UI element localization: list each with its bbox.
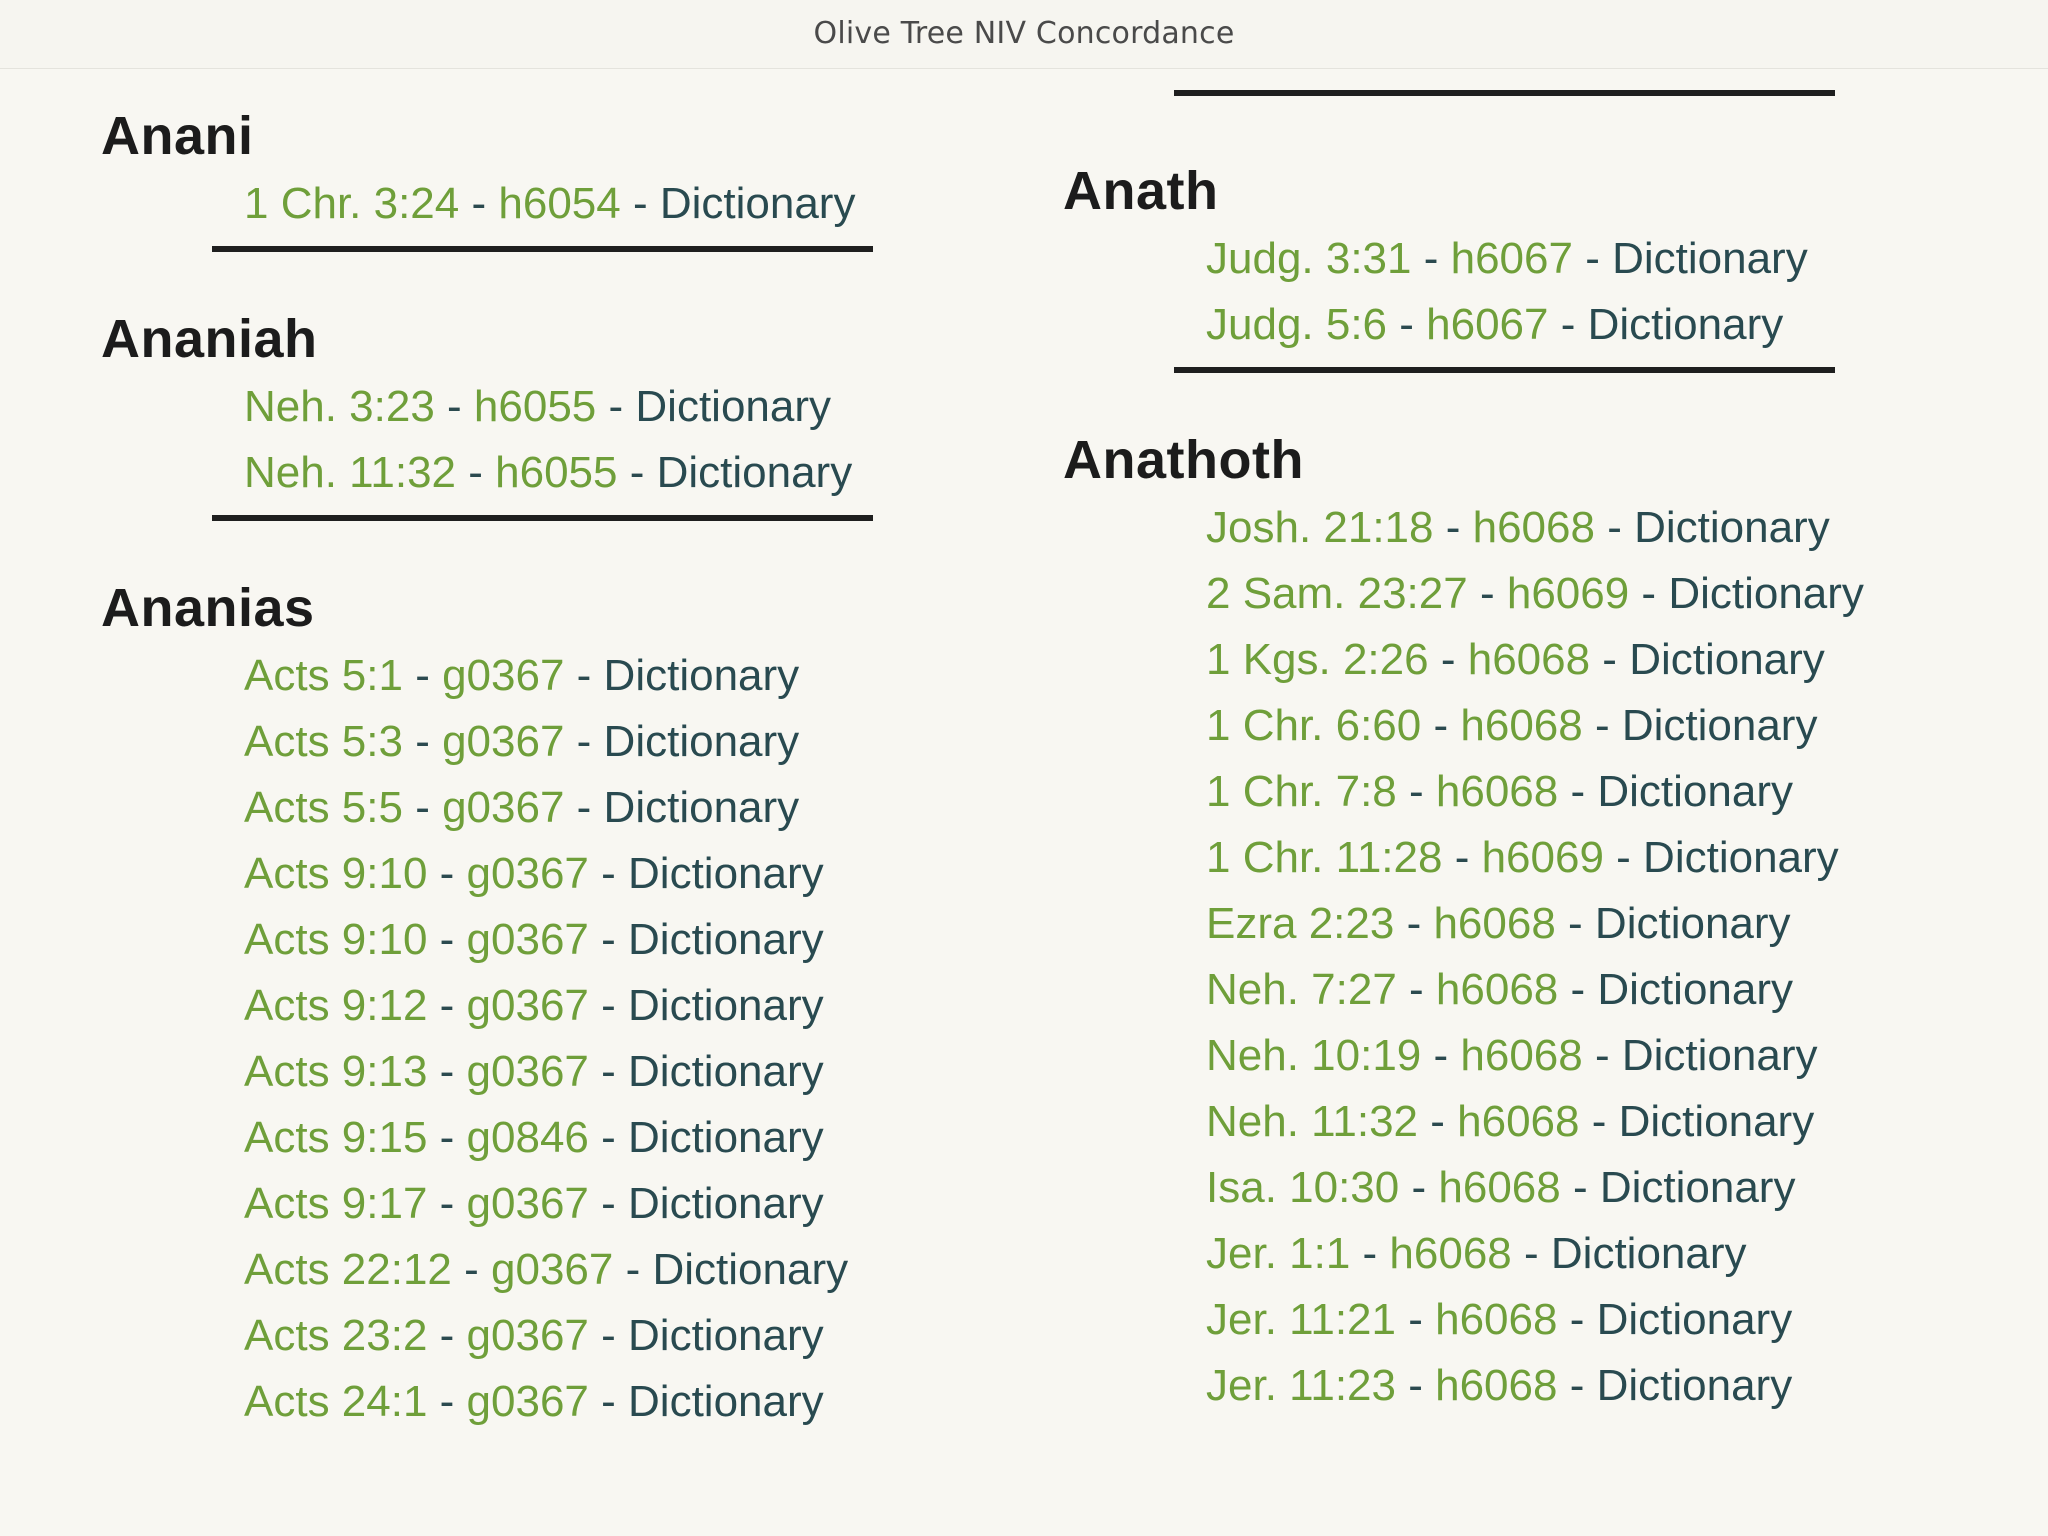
dictionary-link[interactable]: Dictionary: [1587, 300, 1784, 349]
top-bar: [0, 0, 2048, 69]
separator: -: [596, 382, 636, 431]
reference-row: [244, 981, 824, 1030]
strongs-number-link[interactable]: h6054: [498, 179, 621, 228]
separator: -: [1557, 1295, 1597, 1344]
verse-link[interactable]: Judg. 3:31: [1206, 234, 1412, 283]
separator: -: [588, 1179, 629, 1228]
verse-link[interactable]: Isa. 10:30: [1206, 1163, 1400, 1212]
app-title: Olive Tree NIV Concordance: [813, 16, 1235, 51]
entry-heading: Anath: [1063, 161, 1219, 221]
entry-heading: Ananias: [101, 578, 315, 638]
separator: -: [588, 1311, 629, 1360]
dictionary-link[interactable]: Dictionary: [1629, 635, 1825, 684]
strongs-number-link[interactable]: g0367: [442, 651, 565, 700]
separator: -: [588, 915, 629, 964]
reference-row: [1206, 635, 1825, 684]
separator: -: [620, 179, 660, 228]
separator: -: [1411, 234, 1451, 283]
dictionary-link[interactable]: Dictionary: [1599, 1163, 1796, 1212]
reference-row: [244, 1047, 824, 1096]
strongs-number-link[interactable]: h6067: [1450, 234, 1573, 283]
entry-heading: Anani: [101, 106, 254, 166]
separator: -: [451, 1245, 492, 1294]
separator: -: [427, 1311, 467, 1360]
separator: -: [1467, 569, 1507, 618]
section-divider: [212, 515, 873, 521]
strongs-number-link[interactable]: h6067: [1426, 300, 1549, 349]
strongs-number-link[interactable]: h6068: [1438, 1163, 1561, 1212]
separator: -: [1590, 635, 1630, 684]
strongs-number-link[interactable]: h6068: [1467, 635, 1591, 684]
verse-link[interactable]: Ezra 2:23: [1206, 899, 1395, 948]
reference-row: [244, 1245, 849, 1294]
separator: -: [427, 915, 467, 964]
dictionary-link[interactable]: Dictionary: [656, 448, 853, 497]
dictionary-link[interactable]: Dictionary: [1596, 1361, 1793, 1410]
dictionary-link[interactable]: Dictionary: [1597, 965, 1794, 1014]
separator: -: [1387, 300, 1427, 349]
separator: -: [456, 448, 496, 497]
strongs-number-link[interactable]: h6068: [1389, 1229, 1512, 1278]
separator: -: [1629, 569, 1669, 618]
reference-row: [244, 179, 856, 228]
strongs-number-link[interactable]: h6069: [1481, 833, 1604, 882]
dictionary-link[interactable]: Dictionary: [628, 1179, 824, 1228]
reference-row: [244, 1113, 824, 1162]
separator: -: [1558, 767, 1598, 816]
separator: -: [434, 382, 474, 431]
separator: -: [588, 1113, 629, 1162]
verse-link[interactable]: Jer. 11:23: [1206, 1361, 1396, 1410]
verse-link[interactable]: Acts 9:15: [244, 1113, 428, 1162]
separator: -: [427, 1179, 467, 1228]
dictionary-link[interactable]: Dictionary: [1596, 1295, 1793, 1344]
verse-link[interactable]: Neh. 7:27: [1206, 965, 1397, 1014]
verse-link[interactable]: Neh. 3:23: [244, 382, 435, 431]
reference-row: [244, 1377, 824, 1426]
separator: -: [1548, 300, 1588, 349]
separator: -: [1572, 234, 1613, 283]
separator: -: [564, 717, 604, 766]
verse-link[interactable]: Acts 9:10: [244, 849, 428, 898]
dictionary-link[interactable]: Dictionary: [628, 849, 824, 898]
entry-heading: Ananiah: [101, 309, 318, 369]
dictionary-link[interactable]: Dictionary: [628, 981, 824, 1030]
reference-row: [1206, 1361, 1793, 1410]
verse-link[interactable]: Acts 22:12: [244, 1245, 452, 1294]
strongs-number-link[interactable]: g0846: [466, 1113, 589, 1162]
separator: -: [1558, 965, 1598, 1014]
section-divider: [1174, 367, 1835, 373]
verse-link[interactable]: Acts 5:3: [244, 717, 403, 766]
separator: -: [1582, 1031, 1622, 1080]
verse-link[interactable]: Acts 23:2: [244, 1311, 428, 1360]
dictionary-link[interactable]: Dictionary: [1643, 833, 1839, 882]
dictionary-link[interactable]: Dictionary: [1621, 701, 1818, 750]
reference-row: [244, 717, 800, 766]
verse-link[interactable]: 1 Chr. 7:8: [1206, 767, 1397, 816]
reference-row: [1206, 833, 1839, 882]
strongs-number-link[interactable]: h6068: [1460, 701, 1583, 750]
separator: -: [1350, 1229, 1390, 1278]
separator: -: [1394, 899, 1434, 948]
dictionary-link[interactable]: Dictionary: [652, 1245, 849, 1294]
verse-link[interactable]: 2 Sam. 23:27: [1206, 569, 1468, 618]
dictionary-link[interactable]: Dictionary: [1618, 1097, 1815, 1146]
reference-row: [1206, 1229, 1747, 1278]
separator: -: [564, 783, 604, 832]
strongs-number-link[interactable]: h6068: [1435, 965, 1559, 1014]
strongs-number-link[interactable]: g0367: [466, 849, 589, 898]
separator: -: [1396, 965, 1436, 1014]
strongs-number-link[interactable]: g0367: [466, 1047, 589, 1096]
dictionary-link[interactable]: Dictionary: [1594, 899, 1791, 948]
separator: -: [1560, 1163, 1600, 1212]
strongs-number-link[interactable]: g0367: [466, 1311, 589, 1360]
strongs-number-link[interactable]: h6069: [1506, 569, 1630, 618]
separator: -: [402, 717, 443, 766]
verse-link[interactable]: Acts 5:1: [244, 651, 403, 700]
verse-link[interactable]: Jer. 1:1: [1206, 1229, 1351, 1278]
verse-link[interactable]: Acts 9:10: [244, 915, 428, 964]
separator: -: [402, 783, 443, 832]
reference-row: [244, 849, 824, 898]
reference-row: [1206, 767, 1793, 816]
reference-row: [244, 382, 832, 431]
verse-link[interactable]: Acts 9:17: [244, 1179, 428, 1228]
strongs-number-link[interactable]: h6068: [1433, 899, 1556, 948]
strongs-number-link[interactable]: h6068: [1435, 767, 1559, 816]
dictionary-link[interactable]: Dictionary: [1612, 234, 1808, 283]
dictionary-link[interactable]: Dictionary: [628, 1047, 824, 1096]
dictionary-link[interactable]: Dictionary: [628, 915, 824, 964]
reference-row: [1206, 701, 1818, 750]
verse-link[interactable]: 1 Chr. 3:24: [244, 179, 460, 228]
verse-link[interactable]: Acts 24:1: [244, 1377, 428, 1426]
separator: -: [1433, 503, 1473, 552]
reference-row: [1206, 899, 1791, 948]
verse-link[interactable]: 1 Kgs. 2:26: [1206, 635, 1429, 684]
separator: -: [1421, 701, 1461, 750]
separator: -: [427, 1047, 467, 1096]
reference-row: [244, 1311, 824, 1360]
dictionary-link[interactable]: Dictionary: [659, 179, 856, 228]
reference-row: [244, 915, 824, 964]
separator: -: [1582, 701, 1622, 750]
separator: -: [617, 448, 657, 497]
strongs-number-link[interactable]: g0367: [466, 1179, 589, 1228]
strongs-number-link[interactable]: g0367: [491, 1245, 614, 1294]
reference-row: [244, 448, 853, 497]
strongs-number-link[interactable]: h6068: [1457, 1097, 1580, 1146]
separator: -: [588, 981, 629, 1030]
separator: -: [427, 849, 467, 898]
separator: -: [588, 849, 629, 898]
strongs-number-link[interactable]: h6068: [1435, 1295, 1558, 1344]
verse-link[interactable]: Neh. 11:32: [244, 448, 457, 497]
reference-row: [244, 1179, 824, 1228]
verse-link[interactable]: Josh. 21:18: [1206, 503, 1434, 552]
separator: -: [402, 651, 443, 700]
strongs-number-link[interactable]: g0367: [466, 915, 589, 964]
entry-heading: Anathoth: [1063, 430, 1304, 490]
dictionary-link[interactable]: Dictionary: [603, 783, 800, 832]
separator: -: [427, 981, 467, 1030]
separator: -: [1396, 1361, 1436, 1410]
separator: -: [613, 1245, 653, 1294]
dictionary-link[interactable]: Dictionary: [628, 1113, 824, 1162]
separator: -: [1396, 767, 1436, 816]
separator: -: [564, 651, 604, 700]
reference-row: [1206, 234, 1808, 283]
strongs-number-link[interactable]: g0367: [442, 783, 565, 832]
reference-row: [244, 783, 800, 832]
reference-row: [1206, 965, 1794, 1014]
reference-row: [1206, 1163, 1796, 1212]
verse-link[interactable]: 1 Chr. 11:28: [1206, 833, 1443, 882]
verse-link[interactable]: Neh. 10:19: [1206, 1031, 1422, 1080]
verse-link[interactable]: Acts 5:5: [244, 783, 403, 832]
separator: -: [588, 1047, 629, 1096]
separator: -: [1511, 1229, 1551, 1278]
strongs-number-link[interactable]: h6055: [473, 382, 597, 431]
verse-link[interactable]: Jer. 11:21: [1206, 1295, 1396, 1344]
strongs-number-link[interactable]: h6068: [1460, 1031, 1583, 1080]
separator: -: [1442, 833, 1482, 882]
strongs-number-link[interactable]: g0367: [466, 981, 589, 1030]
separator: -: [459, 179, 499, 228]
verse-link[interactable]: Acts 9:13: [244, 1047, 428, 1096]
dictionary-link[interactable]: Dictionary: [603, 717, 800, 766]
dictionary-link[interactable]: Dictionary: [1621, 1031, 1818, 1080]
strongs-number-link[interactable]: h6068: [1472, 503, 1595, 552]
separator: -: [1603, 833, 1644, 882]
dictionary-link[interactable]: Dictionary: [635, 382, 832, 431]
reference-row: [244, 651, 800, 700]
separator: -: [588, 1377, 629, 1426]
separator: -: [1421, 1031, 1461, 1080]
separator: -: [427, 1113, 467, 1162]
dictionary-link[interactable]: Dictionary: [603, 651, 800, 700]
dictionary-link[interactable]: Dictionary: [1634, 503, 1830, 552]
separator: -: [1594, 503, 1635, 552]
dictionary-link[interactable]: Dictionary: [628, 1377, 824, 1426]
verse-link[interactable]: Neh. 11:32: [1206, 1097, 1419, 1146]
separator: -: [1555, 899, 1595, 948]
dictionary-link[interactable]: Dictionary: [1668, 569, 1864, 618]
reference-row: [1206, 300, 1784, 349]
separator: -: [1418, 1097, 1458, 1146]
verse-link[interactable]: Acts 9:12: [244, 981, 428, 1030]
reference-row: [1206, 503, 1830, 552]
separator: -: [1557, 1361, 1597, 1410]
separator: -: [427, 1377, 467, 1426]
reference-row: [1206, 1295, 1793, 1344]
strongs-number-link[interactable]: h6068: [1435, 1361, 1558, 1410]
dictionary-link[interactable]: Dictionary: [628, 1311, 824, 1360]
reference-row: [1206, 1031, 1818, 1080]
strongs-number-link[interactable]: g0367: [466, 1377, 589, 1426]
dictionary-link[interactable]: Dictionary: [1597, 767, 1793, 816]
reference-row: [1206, 569, 1864, 618]
separator: -: [1579, 1097, 1619, 1146]
section-divider: [1174, 90, 1835, 96]
strongs-number-link[interactable]: h6055: [495, 448, 618, 497]
verse-link[interactable]: Judg. 5:6: [1206, 300, 1388, 349]
separator: -: [1428, 635, 1468, 684]
verse-link[interactable]: 1 Chr. 6:60: [1206, 701, 1422, 750]
reference-row: [1206, 1097, 1815, 1146]
separator: -: [1396, 1295, 1436, 1344]
section-divider: [212, 246, 873, 252]
strongs-number-link[interactable]: g0367: [442, 717, 565, 766]
dictionary-link[interactable]: Dictionary: [1550, 1229, 1747, 1278]
separator: -: [1399, 1163, 1439, 1212]
